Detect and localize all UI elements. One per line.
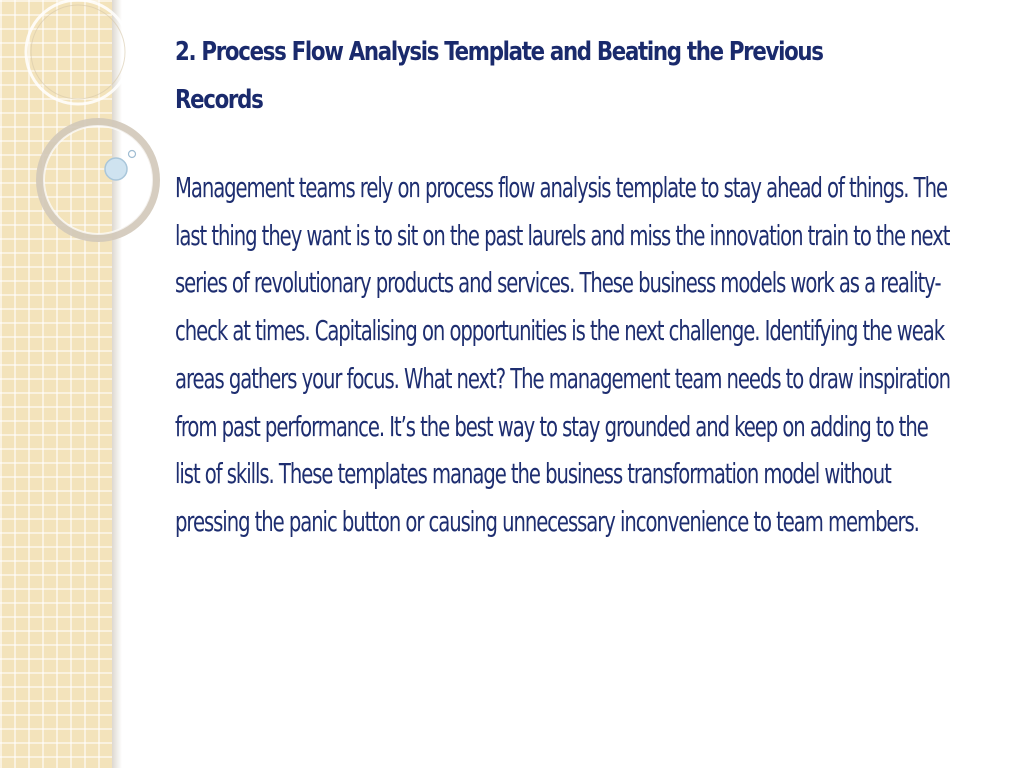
large-ring (26, 0, 130, 104)
large-ring-inner (31, 5, 125, 99)
slide-body-text: Management teams rely on process flow analysis template to stay ahead of things. The last thing they want is to sit on the past laurels and miss the innovation train to the next series of revolutionary products and services. These business models work as a reality-check at times. Capitalising on opportunities is the next challenge. Identifying the weak areas gathers your focus. What next? The management team needs to draw inspiration from past performance. It’s the best way to stay grounded and keep on adding to the list of skills. These templates manage the business transformation model without pressing the panic button or causing unnecessary inconvenience to team members. (175, 171, 950, 538)
bubble-small (129, 151, 136, 158)
decorative-rings-graphic (0, 0, 160, 260)
slide-content (175, 28, 975, 546)
medium-ring-highlight (44, 126, 152, 234)
medium-ring (40, 122, 156, 238)
slide-title: 2. Process Flow Analysis Template and Beating the Previous Records (175, 37, 823, 115)
bubble-large (105, 158, 127, 180)
